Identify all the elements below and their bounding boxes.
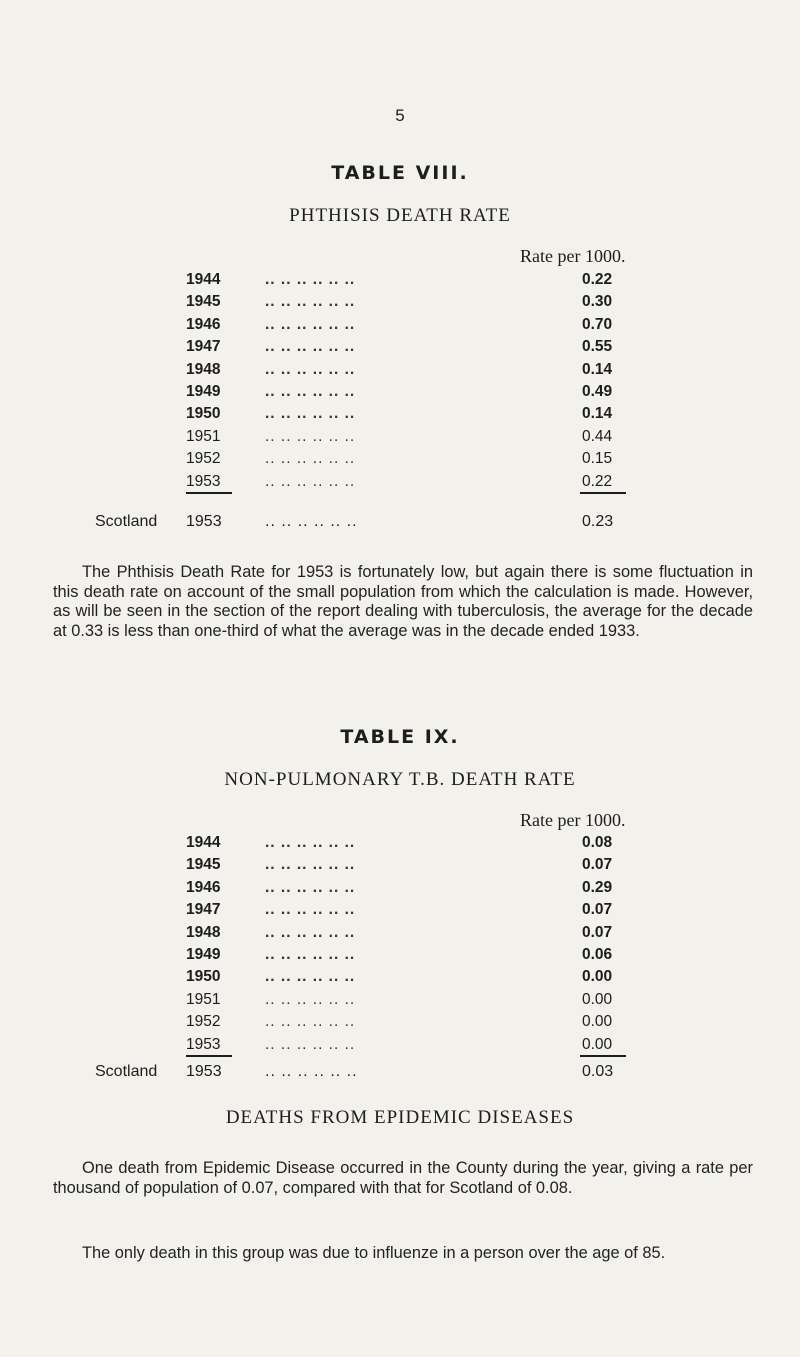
table-row bbox=[0, 854, 800, 876]
table8-rate-header-text: Rate per 1000. bbox=[520, 246, 626, 266]
row-leader: .. .. .. .. .. .. bbox=[265, 338, 356, 356]
row-year: 1946 bbox=[186, 315, 221, 333]
table-row bbox=[0, 314, 800, 336]
scotland-label: Scotland bbox=[95, 513, 158, 530]
scotland-leader: .. .. .. .. .. .. bbox=[265, 513, 358, 530]
row-value: 0.29 bbox=[582, 878, 613, 896]
epidemic-paragraph-2: The only death in this group was due to influenze in a person over the age of 85. bbox=[82, 1244, 666, 1262]
table8-scotland-row bbox=[0, 510, 800, 534]
row-value: 0.07 bbox=[582, 901, 613, 919]
table8-rows bbox=[0, 269, 800, 493]
table-row bbox=[0, 966, 800, 988]
table9-scotland-row bbox=[0, 1060, 800, 1084]
row-value: 0.00 bbox=[582, 1035, 613, 1053]
page-number: 5 bbox=[395, 106, 405, 125]
row-year: 1953 bbox=[186, 1035, 221, 1053]
row-year: 1948 bbox=[186, 923, 221, 941]
row-year: 1952 bbox=[186, 450, 221, 468]
row-leader: .. .. .. .. .. .. bbox=[265, 1035, 356, 1053]
row-year: 1947 bbox=[186, 338, 221, 356]
table-row bbox=[0, 269, 800, 291]
row-value: 0.14 bbox=[582, 405, 613, 423]
row-year: 1944 bbox=[186, 271, 221, 288]
row-year: 1950 bbox=[186, 405, 221, 423]
table-row bbox=[0, 359, 800, 381]
row-value: 0.55 bbox=[582, 338, 613, 356]
scotland-year: 1953 bbox=[186, 513, 222, 530]
row-value: 0.07 bbox=[582, 856, 613, 874]
scotland-value: 0.03 bbox=[582, 1063, 614, 1080]
table-row bbox=[0, 877, 800, 899]
row-value: 0.22 bbox=[582, 271, 613, 288]
row-leader: .. .. .. .. .. .. bbox=[265, 923, 356, 941]
row-leader: .. .. .. .. .. .. bbox=[265, 405, 356, 423]
row-value: 0.30 bbox=[582, 293, 613, 311]
scotland-label: Scotland bbox=[95, 1063, 158, 1080]
table-row bbox=[0, 899, 800, 921]
row-leader: .. .. .. .. .. .. bbox=[265, 271, 356, 288]
row-value: 0.22 bbox=[582, 472, 613, 490]
table9-title: TABLE IX. bbox=[340, 726, 460, 748]
row-year: 1951 bbox=[186, 990, 221, 1008]
table-row bbox=[0, 922, 800, 944]
table-row bbox=[0, 1034, 800, 1056]
row-leader: .. .. .. .. .. .. bbox=[265, 856, 356, 874]
table-row bbox=[0, 471, 800, 493]
row-leader: .. .. .. .. .. .. bbox=[265, 315, 356, 333]
table-row bbox=[0, 832, 800, 854]
row-leader: .. .. .. .. .. .. bbox=[265, 360, 356, 378]
row-leader: .. .. .. .. .. .. bbox=[265, 382, 356, 400]
row-leader: .. .. .. .. .. .. bbox=[265, 1013, 356, 1031]
row-year: 1950 bbox=[186, 968, 221, 986]
table9-rows bbox=[0, 832, 800, 1056]
row-leader: .. .. .. .. .. .. bbox=[265, 945, 356, 963]
table-row bbox=[0, 1011, 800, 1033]
row-value: 0.00 bbox=[582, 1013, 613, 1031]
table8-rule-left bbox=[186, 492, 232, 494]
row-year: 1952 bbox=[186, 1013, 221, 1031]
row-year: 1946 bbox=[186, 878, 221, 896]
row-year: 1953 bbox=[186, 472, 221, 490]
scotland-year: 1953 bbox=[186, 1063, 222, 1080]
table8-rule-right bbox=[580, 492, 626, 494]
row-leader: .. .. .. .. .. .. bbox=[265, 968, 356, 986]
row-year: 1949 bbox=[186, 382, 221, 400]
table-row bbox=[0, 403, 800, 425]
row-leader: .. .. .. .. .. .. bbox=[265, 990, 356, 1008]
table9-rule-left bbox=[186, 1055, 232, 1057]
scotland-leader: .. .. .. .. .. .. bbox=[265, 1063, 358, 1080]
table-row bbox=[0, 944, 800, 966]
table8-title: TABLE VIII. bbox=[331, 162, 469, 184]
scotland-value: 0.23 bbox=[582, 513, 614, 530]
table9-rule-right bbox=[580, 1055, 626, 1057]
row-value: 0.00 bbox=[582, 990, 613, 1008]
table9-rate-header-text: Rate per 1000. bbox=[520, 810, 626, 830]
row-leader: .. .. .. .. .. .. bbox=[265, 878, 356, 896]
phthisis-paragraph: The Phthisis Death Rate for 1953 is fortunately low, but again there is some fluctuation in this death rate on account of the small population from which the calculation is made. However, as will be seen in the section of the report dealing with tuberculosis, the average for the decade at 0.33 is less than one-third of what the average was in the decade ended 1933. bbox=[53, 563, 753, 640]
row-year: 1945 bbox=[186, 856, 221, 874]
epidemic-heading: DEATHS FROM EPIDEMIC DISEASES bbox=[225, 1107, 575, 1128]
epidemic-paragraph-1: One death from Epidemic Disease occurred in the County during the year, giving a rate per thousand of population of 0.07, compared with that for Scotland of 0.08. bbox=[53, 1159, 753, 1197]
row-leader: .. .. .. .. .. .. bbox=[265, 834, 356, 851]
row-value: 0.06 bbox=[582, 945, 613, 963]
table-row bbox=[0, 989, 800, 1011]
row-year: 1951 bbox=[186, 427, 221, 445]
table-row bbox=[0, 448, 800, 470]
row-value: 0.08 bbox=[582, 834, 613, 851]
table-row bbox=[0, 381, 800, 403]
row-year: 1945 bbox=[186, 293, 221, 311]
row-year: 1949 bbox=[186, 945, 221, 963]
row-value: 0.14 bbox=[582, 360, 613, 378]
row-leader: .. .. .. .. .. .. bbox=[265, 427, 356, 445]
row-leader: .. .. .. .. .. .. bbox=[265, 293, 356, 311]
table-row bbox=[0, 336, 800, 358]
row-value: 0.15 bbox=[582, 450, 613, 468]
row-leader: .. .. .. .. .. .. bbox=[265, 450, 356, 468]
table9-subtitle: NON-PULMONARY T.B. DEATH RATE bbox=[224, 769, 576, 790]
row-year: 1944 bbox=[186, 834, 221, 851]
row-leader: .. .. .. .. .. .. bbox=[265, 472, 356, 490]
table8-subtitle: PHTHISIS DEATH RATE bbox=[289, 205, 511, 226]
table-row bbox=[0, 291, 800, 313]
row-year: 1948 bbox=[186, 360, 221, 378]
row-value: 0.44 bbox=[582, 427, 613, 445]
row-leader: .. .. .. .. .. .. bbox=[265, 901, 356, 919]
row-value: 0.70 bbox=[582, 315, 613, 333]
row-year: 1947 bbox=[186, 901, 221, 919]
row-value: 0.00 bbox=[582, 968, 613, 986]
row-value: 0.07 bbox=[582, 923, 613, 941]
row-value: 0.49 bbox=[582, 382, 613, 400]
table-row bbox=[0, 426, 800, 448]
